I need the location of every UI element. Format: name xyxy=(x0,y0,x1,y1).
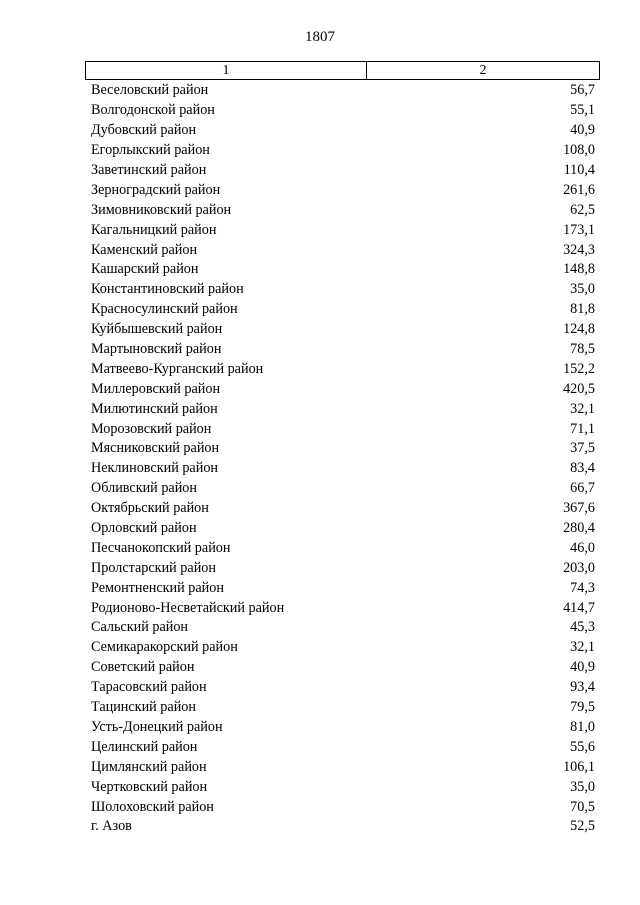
district-value: 62,5 xyxy=(570,201,595,218)
district-name: Орловский район xyxy=(91,520,197,537)
district-name: Егорлыкский район xyxy=(91,142,210,159)
table-row xyxy=(91,737,595,757)
table-row xyxy=(91,101,595,121)
table-row xyxy=(91,618,595,638)
district-value: 71,1 xyxy=(570,420,595,437)
district-value: 420,5 xyxy=(563,380,595,397)
district-name: Песчанокопский район xyxy=(91,539,231,556)
district-name: Тацинский район xyxy=(91,699,196,716)
district-value: 35,0 xyxy=(570,778,595,795)
table-row xyxy=(91,757,595,777)
table-header xyxy=(85,61,600,80)
district-name: Ремонтненский район xyxy=(91,579,224,596)
table-row xyxy=(91,320,595,340)
district-value: 106,1 xyxy=(563,758,595,775)
table-row xyxy=(91,718,595,738)
table-row xyxy=(91,658,595,678)
district-name: Семикаракорский район xyxy=(91,639,238,656)
district-value: 148,8 xyxy=(563,261,595,278)
district-name: Дубовский район xyxy=(91,122,197,139)
district-name: Сальский район xyxy=(91,619,189,636)
table-row xyxy=(91,598,595,618)
district-value: 414,7 xyxy=(563,599,595,616)
column-header-1: 1 xyxy=(86,62,367,79)
district-name: Мартыновский район xyxy=(91,341,222,358)
district-name: Советский район xyxy=(91,659,195,676)
table-row xyxy=(91,180,595,200)
district-name: Тарасовский район xyxy=(91,679,207,696)
district-value: 78,5 xyxy=(570,341,595,358)
district-value: 93,4 xyxy=(570,679,595,696)
table-row xyxy=(91,777,595,797)
table-row xyxy=(91,379,595,399)
district-value: 40,9 xyxy=(570,122,595,139)
table-row xyxy=(91,340,595,360)
district-name: Милютинский район xyxy=(91,400,218,417)
table-row xyxy=(91,399,595,419)
district-value: 55,1 xyxy=(570,102,595,119)
district-value: 32,1 xyxy=(570,639,595,656)
table-row xyxy=(91,538,595,558)
district-name: Родионово-Несветайский район xyxy=(91,599,285,616)
district-name: Волгодонской район xyxy=(91,102,215,119)
district-value: 37,5 xyxy=(570,440,595,457)
district-value: 124,8 xyxy=(563,321,595,338)
table-row xyxy=(91,300,595,320)
district-value: 324,3 xyxy=(563,241,595,258)
page-number: 1807 xyxy=(305,29,335,45)
district-name: Матвеево-Курганский район xyxy=(91,360,264,377)
district-value: 46,0 xyxy=(570,539,595,556)
table-row xyxy=(91,499,595,519)
district-value: 203,0 xyxy=(563,559,595,576)
table-row xyxy=(91,141,595,161)
district-name: Чертковский район xyxy=(91,778,208,795)
district-name: Цимлянский район xyxy=(91,758,207,775)
table-row xyxy=(91,280,595,300)
table-row xyxy=(91,558,595,578)
district-value: 70,5 xyxy=(570,798,595,815)
district-value: 81,0 xyxy=(570,718,595,735)
district-name: Обливский район xyxy=(91,480,197,497)
district-name: Усть-Донецкий район xyxy=(91,718,223,735)
district-name: Куйбышевский район xyxy=(91,321,223,338)
district-name: Заветинский район xyxy=(91,162,207,178)
district-value: 152,2 xyxy=(563,360,595,377)
table-row xyxy=(91,519,595,539)
district-value: 108,0 xyxy=(563,142,595,159)
table-row xyxy=(91,797,595,817)
district-value: 110,4 xyxy=(563,162,595,178)
district-value: 55,6 xyxy=(570,738,595,755)
district-name: Веселовский район xyxy=(91,82,209,99)
district-value: 74,3 xyxy=(570,579,595,596)
district-name: Зерноградский район xyxy=(91,181,221,198)
district-value: 56,7 xyxy=(570,82,595,99)
table-row xyxy=(91,638,595,658)
district-name: Морозовский район xyxy=(91,420,212,437)
district-value: 32,1 xyxy=(570,400,595,417)
district-value: 66,7 xyxy=(570,480,595,497)
district-name: Зимовниковский район xyxy=(91,201,232,218)
table-row xyxy=(91,359,595,379)
district-name: Каменский район xyxy=(91,241,198,258)
district-name: Неклиновский район xyxy=(91,460,219,477)
table-row xyxy=(91,220,595,240)
table-row xyxy=(91,81,595,101)
table-row xyxy=(91,459,595,479)
district-name: Кашарский район xyxy=(91,261,199,278)
district-value: 81,8 xyxy=(570,301,595,318)
district-value: 79,5 xyxy=(570,699,595,716)
table-row xyxy=(91,240,595,260)
table-row xyxy=(91,419,595,439)
district-name: Пролстарский район xyxy=(91,559,216,576)
district-value: 367,6 xyxy=(563,500,595,517)
district-value: 173,1 xyxy=(563,221,595,238)
table-row xyxy=(91,698,595,718)
table-row xyxy=(91,578,595,598)
district-name: Миллеровский район xyxy=(91,380,221,397)
table-row xyxy=(91,439,595,459)
district-name: Константиновский район xyxy=(91,281,244,298)
table-row xyxy=(91,121,595,141)
column-header-2: 2 xyxy=(479,63,487,78)
table-row xyxy=(91,200,595,220)
district-value: 83,4 xyxy=(570,460,595,477)
district-name: Шолоховский район xyxy=(91,798,214,815)
district-value: 45,3 xyxy=(570,619,595,636)
district-value: 35,0 xyxy=(570,281,595,298)
district-name: Целинский район xyxy=(91,738,198,755)
table-row xyxy=(91,817,595,837)
district-value: 52,5 xyxy=(570,818,595,835)
district-name: Красносулинский район xyxy=(91,301,238,318)
table-row xyxy=(91,479,595,499)
table-row xyxy=(91,260,595,280)
table-body xyxy=(91,81,595,837)
table-row xyxy=(91,678,595,698)
district-name: Октябрьский район xyxy=(91,500,209,517)
district-value: 280,4 xyxy=(563,520,595,537)
district-value: 40,9 xyxy=(570,659,595,676)
table-row xyxy=(91,161,595,181)
district-name: Мясниковский район xyxy=(91,440,220,457)
district-name: Кагальницкий район xyxy=(91,221,217,238)
district-name: г. Азов xyxy=(91,818,132,835)
district-value: 261,6 xyxy=(563,181,595,198)
